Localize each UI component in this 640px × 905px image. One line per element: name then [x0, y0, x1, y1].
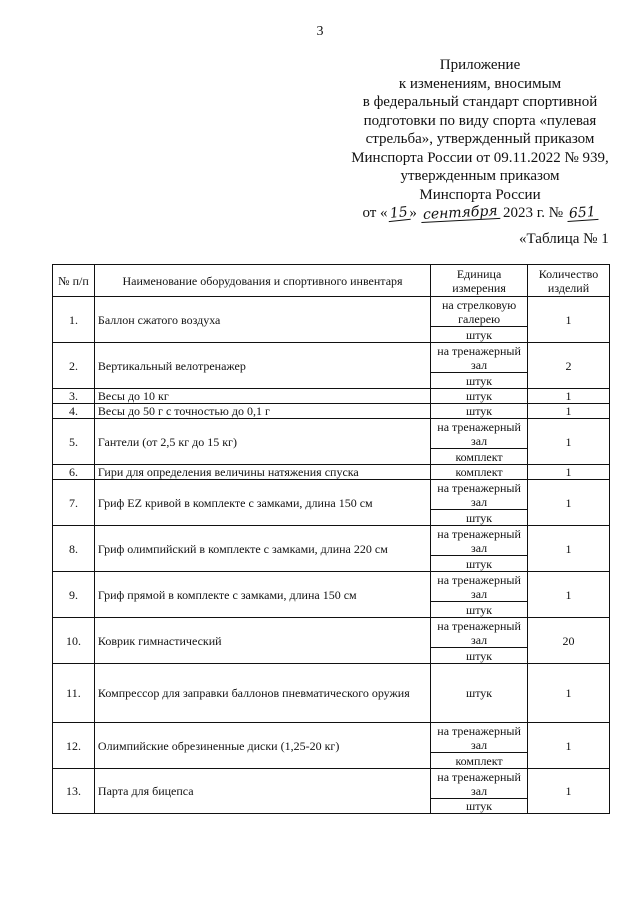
- header-unit: Единица измерения: [431, 265, 528, 297]
- row-name: Коврик гимнастический: [94, 618, 430, 664]
- row-qty: 1: [528, 389, 610, 404]
- row-num: 10.: [53, 618, 95, 664]
- table-row: [53, 572, 610, 602]
- table-row: [53, 769, 610, 799]
- handwritten-month: сентября: [422, 203, 498, 223]
- row-name: Весы до 10 кг: [94, 389, 430, 404]
- table-row: [53, 389, 610, 404]
- table-row: [53, 419, 610, 449]
- appendix-line: к изменениям, вносимым: [398, 75, 562, 92]
- header-qty: Количество изделий: [528, 265, 610, 297]
- row-unit: комплект: [431, 465, 528, 480]
- header-name: Наименование оборудования и спортивного инвентаря: [94, 265, 430, 297]
- appendix-line: подготовки по виду спорта «пулевая: [363, 112, 597, 129]
- row-num: 9.: [53, 572, 95, 618]
- appendix-line: в федеральный стандарт спортивной: [362, 94, 598, 110]
- handwritten-order-number: 651: [568, 204, 597, 222]
- row-unit: штук: [431, 664, 528, 723]
- row-num: 13.: [53, 769, 95, 814]
- row-qty: 1: [528, 723, 610, 769]
- row-name: Вертикальный велотренажер: [94, 343, 430, 389]
- row-unit: штук: [431, 327, 528, 343]
- appendix-header: [330, 56, 630, 223]
- row-unit-location: на тренажерный зал: [431, 572, 528, 602]
- equipment-table: [52, 264, 610, 814]
- row-num: 2.: [53, 343, 95, 389]
- row-unit: комплект: [431, 753, 528, 769]
- table-row: [53, 618, 610, 648]
- row-qty: 1: [528, 297, 610, 343]
- row-name: Олимпийские обрезиненные диски (1,25-20 кг): [94, 723, 430, 769]
- table-row: [53, 404, 610, 419]
- row-name: Гири для определения величины натяжения спуска: [94, 465, 430, 480]
- row-qty: 1: [528, 419, 610, 465]
- table-row: [53, 664, 610, 723]
- table-header-row: [53, 265, 610, 297]
- header-num: № п/п: [53, 265, 95, 297]
- row-num: 7.: [53, 480, 95, 526]
- table-row: [53, 297, 610, 327]
- row-num: 8.: [53, 526, 95, 572]
- appendix-line: Приложение: [439, 57, 521, 73]
- row-qty: 1: [528, 572, 610, 618]
- row-qty: 1: [528, 465, 610, 480]
- page-number: 3: [316, 24, 324, 39]
- appendix-line: Минспорта России от 09.11.2022 № 939,: [351, 149, 609, 166]
- row-name: Гантели (от 2,5 кг до 15 кг): [94, 419, 430, 465]
- row-num: 12.: [53, 723, 95, 769]
- row-name: Гриф EZ кривой в комплекте с замками, длина 150 см: [94, 480, 430, 526]
- order-date-line: [330, 204, 630, 223]
- appendix-line: стрельба», утвержденный приказом: [365, 131, 595, 147]
- row-name: Компрессор для заправки баллонов пневматического оружия: [94, 664, 430, 723]
- row-name: Парта для бицепса: [94, 769, 430, 814]
- row-qty: 1: [528, 769, 610, 814]
- table-row: [53, 526, 610, 556]
- table-caption: «Таблица № 1: [519, 231, 609, 247]
- row-num: 1.: [53, 297, 95, 343]
- row-name: Весы до 50 г с точностью до 0,1 г: [94, 404, 430, 419]
- appendix-line: Минспорта России: [419, 186, 541, 203]
- row-unit-location: на тренажерный зал: [431, 526, 528, 556]
- date-mid: »: [409, 205, 417, 221]
- row-name: Гриф олимпийский в комплекте с замками, длина 220 см: [94, 526, 430, 572]
- date-year: 2023 г. №: [503, 205, 564, 221]
- row-unit: штук: [431, 510, 528, 526]
- row-num: 6.: [53, 465, 95, 480]
- row-unit: штук: [431, 602, 528, 618]
- row-unit: штук: [431, 404, 528, 419]
- table-row: [53, 723, 610, 753]
- row-num: 5.: [53, 419, 95, 465]
- handwritten-day: 15: [388, 204, 409, 222]
- row-unit: штук: [431, 799, 528, 814]
- row-unit: штук: [431, 648, 528, 664]
- table-row: [53, 480, 610, 510]
- row-unit-location: на тренажерный зал: [431, 480, 528, 510]
- date-prefix: от «: [362, 205, 388, 221]
- row-unit-location: на тренажерный зал: [431, 618, 528, 648]
- row-qty: 1: [528, 526, 610, 572]
- appendix-line: утвержденным приказом: [400, 168, 560, 184]
- row-qty: 1: [528, 480, 610, 526]
- row-unit: штук: [431, 556, 528, 572]
- row-num: 11.: [53, 664, 95, 723]
- row-unit: штук: [431, 373, 528, 389]
- table-row: [53, 465, 610, 480]
- row-qty: 1: [528, 404, 610, 419]
- row-unit: штук: [431, 389, 528, 404]
- row-name: Гриф прямой в комплекте с замками, длина 150 см: [94, 572, 430, 618]
- row-num: 3.: [53, 389, 95, 404]
- row-unit: комплект: [431, 449, 528, 465]
- row-qty: 20: [528, 618, 610, 664]
- row-unit-location: на тренажерный зал: [431, 419, 528, 449]
- row-qty: 1: [528, 664, 610, 723]
- row-unit-location: на тренажерный зал: [431, 723, 528, 753]
- row-unit-location: на стрелковую галерею: [431, 297, 528, 327]
- table-row: [53, 343, 610, 373]
- row-num: 4.: [53, 404, 95, 419]
- row-qty: 2: [528, 343, 610, 389]
- row-unit-location: на тренажерный зал: [431, 769, 528, 799]
- row-unit-location: на тренажерный зал: [431, 343, 528, 373]
- row-name: Баллон сжатого воздуха: [94, 297, 430, 343]
